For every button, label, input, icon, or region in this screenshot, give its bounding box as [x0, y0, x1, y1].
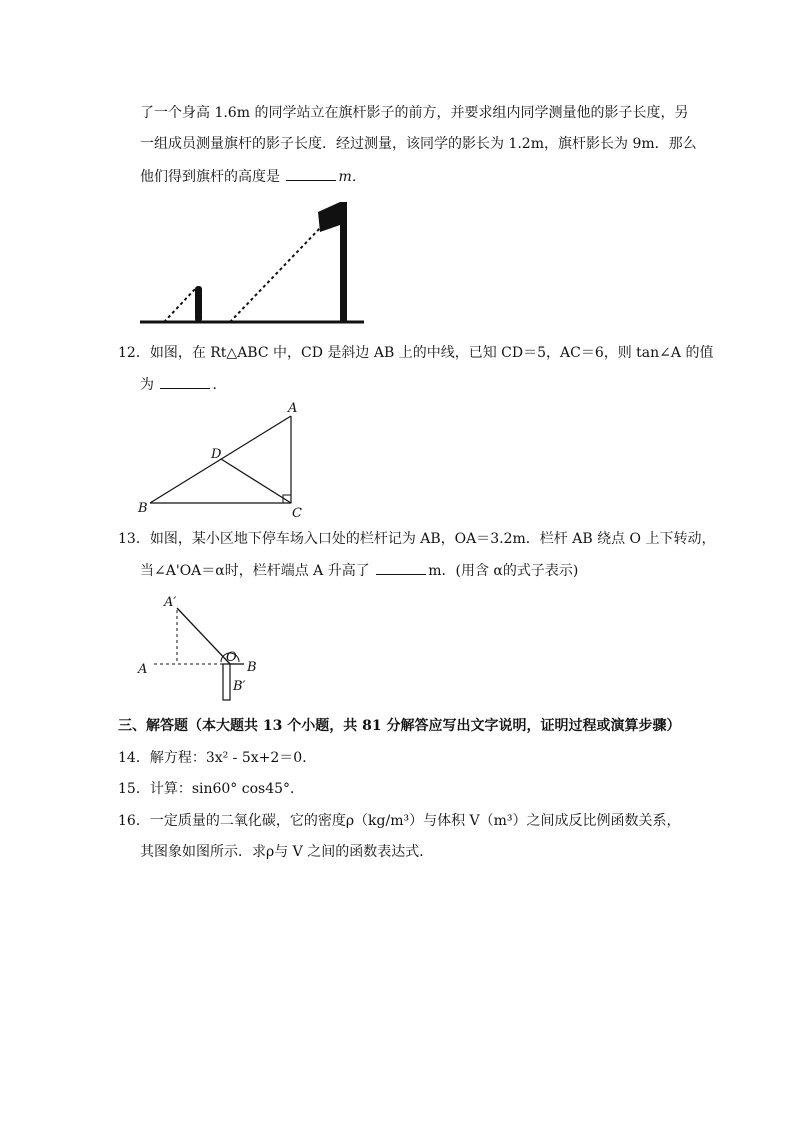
label-b: B — [247, 660, 257, 675]
q16-line-1: 16．一定质量的二氧化碳，它的密度ρ（kg/m³）与体积 V（m³）之间成反比例函数关系， — [118, 813, 681, 829]
label-a-prime: A′ — [164, 595, 177, 610]
q12-line-2-end: ． — [212, 377, 227, 393]
section-3-heading: 三、解答题（本大题共 13 个小题，共 81 分解答应写出文字说明，证明过程或演算步骤） — [118, 718, 681, 734]
q13-line-2-end: m．(用含 α的式子表示) — [428, 563, 579, 579]
q13-line-2-text: 当∠A'OA＝α时，栏杆端点 A 升高了 — [140, 563, 370, 579]
q11-line-3-unit: m． — [338, 169, 366, 185]
q16-line-2: 其图象如图所示．求ρ与 V 之间的函数表达式． — [140, 844, 434, 860]
label-b: B — [138, 501, 148, 516]
q11-line-1: 了一个身高 1.6m 的同学站立在旗杆影子的前方，并要求组内同学测量他的影子长度，另 — [140, 105, 689, 121]
q11-line-3-text: 他们得到旗杆的高度是 — [140, 169, 280, 185]
post — [223, 664, 230, 700]
raised-bar — [177, 608, 230, 664]
q12-line-1: 12．如图，在 Rt△ABC 中，CD 是斜边 AB 上的中线，已知 CD＝5，AC＝6，则 tan∠A 的值 — [118, 345, 714, 361]
q11-line-2: 一组成员测量旗杆的影子长度．经过测量，该同学的影长为 1.2m，旗杆影长为 9m．那么 — [140, 136, 697, 152]
q15-text: 15．计算：sin60° cos45°． — [118, 781, 305, 797]
q14-text: 14．解方程：3x² - 5x+2＝0． — [118, 750, 317, 766]
label-b-prime: B′ — [233, 679, 246, 694]
label-d: D — [211, 447, 222, 462]
label-o: O — [226, 650, 237, 665]
q13-line-1: 13．如图，某小区地下停车场入口处的栏杆记为 AB，OA＝3.2m．栏杆 AB 绕点 O 上下转动， — [118, 531, 716, 547]
label-a: A — [138, 662, 148, 677]
q12-line-2-text: 为 — [140, 377, 154, 393]
label-c: C — [292, 506, 302, 521]
label-a: A — [288, 401, 298, 416]
